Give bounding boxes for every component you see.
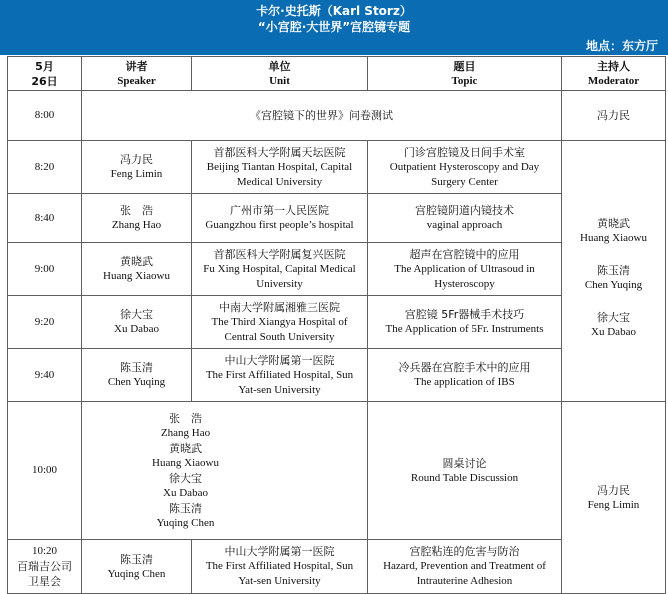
unit-en-line-1: The Third Xiangya Hospital of (211, 315, 348, 328)
unit-zh: 首都医科大学附属复兴医院 (213, 247, 346, 261)
moderator-3-zh: 徐大宝 (597, 311, 630, 324)
speaker-name-zh: 冯力民 (120, 153, 153, 166)
topic-zh: 宫腔镜 5Fr器械手术技巧 (404, 308, 525, 321)
panelist-zh: 陈玉清 (169, 501, 202, 515)
time-cell: 9:40 (8, 349, 82, 402)
topic-cell (368, 402, 562, 540)
unit-header-zh: 单位 (268, 59, 291, 73)
unit-zh: 广州市第一人民医院 (230, 204, 329, 217)
speaker-name-en: Feng Limin (110, 168, 163, 180)
topic-en-line-2: Intrauterine Adhesion (416, 575, 513, 587)
panelist-en: Xu Dabao (163, 486, 208, 499)
topic-cell (368, 296, 562, 349)
topic-en-line-1: The Application of 5Fr. Instruments (385, 323, 544, 335)
topic-en-line-2: Hysteroscopy (434, 277, 495, 290)
unit-cell (192, 540, 368, 594)
time-cell (8, 540, 82, 594)
topic-en-line-1: The application of IBS (414, 376, 515, 388)
time-cell: 8:20 (8, 141, 82, 194)
moderator-3-en: Xu Dabao (591, 326, 636, 338)
moderator-cell (562, 402, 666, 594)
topic-en-line-2: Surgery Center (431, 175, 498, 188)
unit-en-line-1: Guangzhou first people’s hospital (205, 219, 354, 231)
unit-en-line-2: University (256, 277, 303, 290)
moderator-cell (562, 141, 666, 402)
speaker-header (82, 57, 192, 91)
speaker-name-en: Zhang Hao (111, 219, 162, 231)
unit-zh: 中山大学附属第一医院 (224, 353, 335, 367)
panelist-en: Yuqing Chen (156, 516, 215, 529)
speaker-name-en: Huang Xiaowu (103, 270, 170, 282)
speaker-name-zh: 徐大宝 (120, 308, 153, 321)
topic-cell (368, 243, 562, 296)
unit-en-line-1: Fu Xing Hospital, Capital Medical (203, 262, 356, 275)
time-cell: 10:00 (8, 402, 82, 540)
unit-zh: 中山大学附属第一医院 (224, 545, 335, 558)
moderator-1-zh: 黄晓武 (597, 217, 630, 230)
unit-en-line-2: Yat-sen University (238, 575, 321, 587)
topic-zh: 门诊宫腔镜及日间手术室 (404, 145, 525, 159)
topic-zh: 超声在宫腔镜中的应用 (409, 247, 520, 261)
speaker-cell (82, 243, 192, 296)
unit-header (192, 57, 368, 91)
unit-header-en: Unit (269, 74, 290, 87)
unit-en-line-2: Medical University (236, 175, 323, 188)
schedule-table (7, 56, 666, 594)
moderator-cell: 冯力民 (562, 91, 666, 141)
speaker-header-zh: 讲者 (125, 59, 148, 73)
date-header-en: 26日 (31, 74, 58, 88)
venue-label: 地点：东方厅 (585, 39, 658, 53)
unit-zh: 首都医科大学附属天坛医院 (213, 145, 346, 159)
topic-cell (368, 540, 562, 594)
topic-cell (368, 349, 562, 402)
unit-cell (192, 194, 368, 243)
topic-en-line-1: Outpatient Hysteroscopy and Day (389, 160, 540, 173)
session-subtitle: “小宫腔·大世界”宫腔镜专题 (257, 20, 411, 34)
topic-zh: 冷兵器在宫腔手术中的应用 (398, 361, 531, 374)
topic-en-line-1: Round Table Discussion (410, 471, 519, 484)
time-cell: 8:00 (8, 91, 82, 141)
moderator-4-zh: 冯力民 (597, 483, 630, 497)
header-banner (0, 0, 668, 56)
speaker-name-zh: 陈玉清 (120, 552, 153, 566)
unit-zh: 中南大学附属湘雅三医院 (219, 300, 340, 314)
panelist-en: Huang Xiaowu (152, 456, 219, 469)
speaker-cell (82, 540, 192, 594)
satellite-label: 卫星会 (28, 575, 61, 588)
table-row (8, 402, 666, 540)
topic-cell (368, 194, 562, 243)
topic-en-line-1: Hazard, Prevention and Treatment of (383, 560, 546, 572)
time-cell: 8:40 (8, 194, 82, 243)
panelist-zh: 张 浩 (169, 411, 202, 425)
topic-header-en: Topic (451, 74, 478, 87)
topic-en-line-1: The Application of Ultrasoud in (394, 262, 535, 275)
time-cell: 9:00 (8, 243, 82, 296)
speaker-cell (82, 349, 192, 402)
header-row (8, 57, 666, 91)
panelist-en: Zhang Hao (160, 426, 211, 439)
survey-cell: 《宫腔镜下的世界》问卷测试 (82, 91, 562, 141)
moderator-header-zh: 主持人 (597, 59, 630, 73)
unit-en-line-2: Yat-sen University (238, 383, 321, 396)
speaker-cell (82, 141, 192, 194)
speaker-name-zh: 张 浩 (120, 204, 153, 217)
unit-cell (192, 296, 368, 349)
unit-cell (192, 141, 368, 194)
unit-en-line-1: The First Affiliated Hospital, Sun (205, 560, 354, 572)
unit-en-line-1: The First Affiliated Hospital, Sun (205, 368, 354, 381)
date-header-zh: 5月 (35, 59, 54, 73)
topic-zh: 圆桌讨论 (442, 456, 487, 470)
unit-cell (192, 243, 368, 296)
speaker-name-en: Chen Yuqing (107, 376, 166, 388)
topic-zh: 宫腔粘连的危害与防治 (409, 545, 520, 558)
moderator-1-en: Huang Xiaowu (580, 232, 647, 244)
panelist-zh: 黄晓武 (169, 441, 202, 455)
speaker-cell (82, 296, 192, 349)
topic-cell (368, 141, 562, 194)
date-header (8, 57, 82, 91)
moderator-2-en: Chen Yuqing (584, 279, 643, 291)
speaker-header-en: Speaker (117, 74, 156, 87)
unit-en-line-2: Central South University (224, 330, 335, 343)
time-cell: 9:20 (8, 296, 82, 349)
speaker-name-zh: 黄晓武 (120, 255, 153, 268)
topic-zh: 宫腔镜阴道内镜技术 (415, 204, 514, 217)
topic-en-line-1: vaginal approach (426, 219, 503, 231)
table-row (8, 141, 666, 194)
topic-header (368, 57, 562, 91)
moderator-header-en: Moderator (587, 74, 640, 87)
panelists-cell (82, 402, 368, 540)
unit-cell (192, 349, 368, 402)
satellite-sponsor: 百瑞吉公司 (17, 560, 72, 573)
session-title: 卡尔·史托斯（Karl Storz） (256, 4, 412, 18)
time-value: 10:20 (31, 545, 58, 557)
topic-header-zh: 题目 (453, 59, 476, 73)
panelist-zh: 徐大宝 (169, 471, 202, 485)
moderator-header (562, 57, 666, 91)
table-row (8, 91, 666, 141)
speaker-name-en: Yuqing Chen (107, 567, 166, 580)
speaker-name-en: Xu Dabao (114, 323, 159, 335)
unit-en-line-1: Beijing Tiantan Hospital, Capital (206, 160, 353, 173)
moderator-4-en: Feng Limin (587, 498, 640, 511)
speaker-cell (82, 194, 192, 243)
speaker-name-zh: 陈玉清 (120, 361, 153, 374)
moderator-2-zh: 陈玉清 (597, 264, 630, 277)
